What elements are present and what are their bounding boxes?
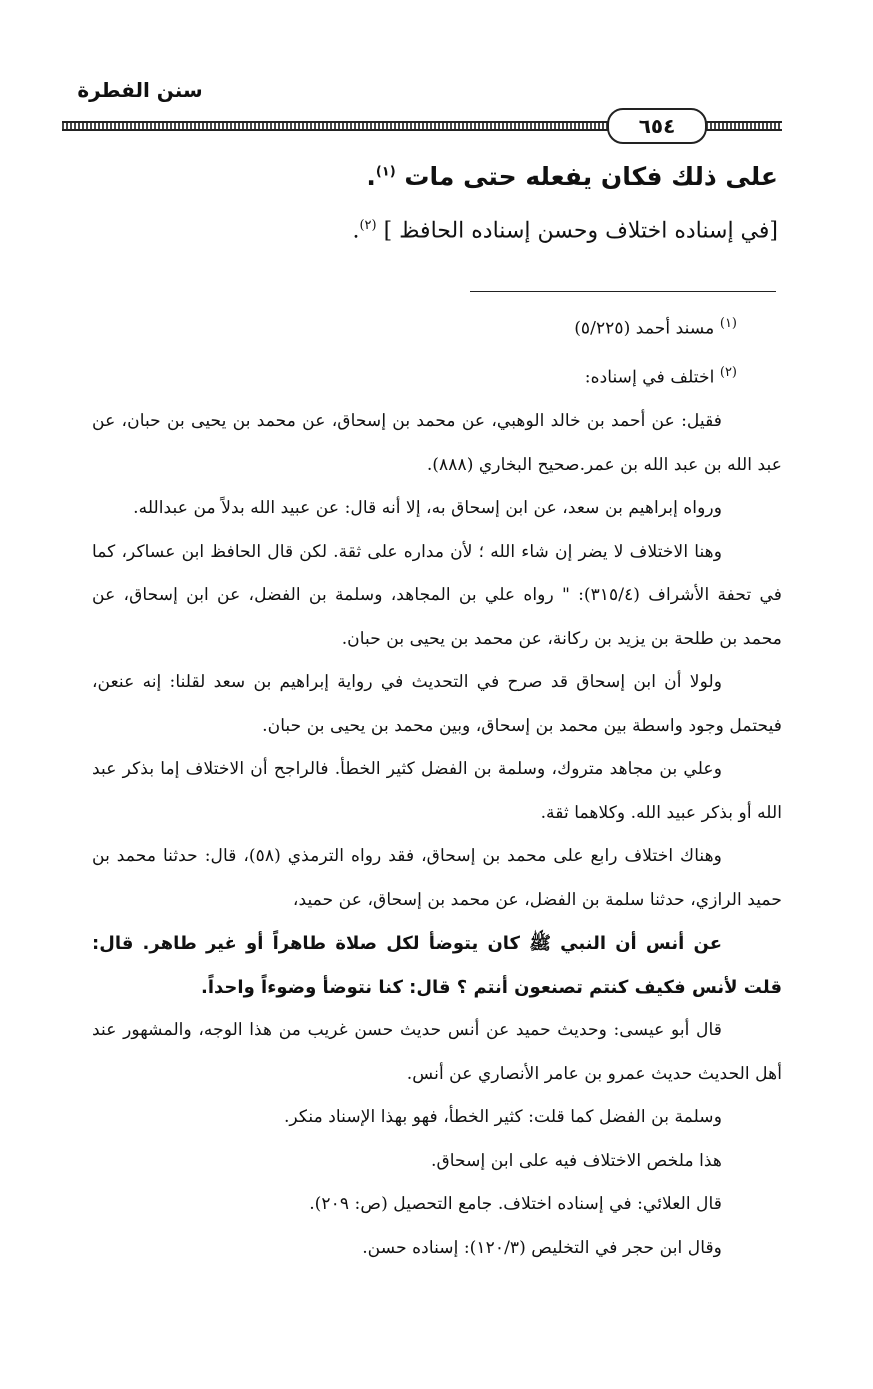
footnote-paragraph: وعلي بن مجاهد متروك، وسلمة بن الفضل كثير الخطأ. فالراجح أن الاختلاف إما بذكر عبد الله أو بذكر عبيد الله. وكلاهما ثقة.	[92, 759, 782, 823]
main-text-line-1	[366, 162, 778, 191]
footnote-paragraph: فقيل: عن أحمد بن خالد الوهبي، عن محمد بن إسحاق، عن محمد بن يحيى بن حبان، عن عبد الله بن عبد الله بن عمر.صحيح البخاري (٨٨٨).	[92, 411, 782, 475]
period: .	[366, 162, 376, 191]
footnote-ref-1: (١)	[375, 164, 396, 180]
main-text: على ذلك فكان يفعله حتى مات	[404, 162, 778, 191]
footnote-1	[92, 302, 782, 351]
footnote-ref-2: (٢)	[359, 218, 377, 233]
footnote-2-marker: (٢)	[719, 365, 737, 381]
footnote-paragraph: وهناك اختلاف رابع على محمد بن إسحاق، فقد رواه الترمذي (٥٨)، قال: حدثنا محمد بن حميد الرازي، حدثنا سلمة بن الفضل، عن محمد بن إسحاق، عن حميد،	[92, 846, 782, 910]
footnote-paragraph: ولولا أن ابن إسحاق قد صرح في التحديث في رواية إبراهيم بن سعد لقلنا: إنه عنعن، فيحتمل وجود واسطة بين محمد بن إسحاق، وبين محمد بن يحيى بن حبان.	[92, 672, 782, 736]
footnote-separator	[470, 291, 776, 292]
hadith-quote: عن أنس أن النبي ﷺ كان يتوضأ لكل صلاة طاهراً أو غير طاهر. قال: قلت لأنس فكيف كنتم تصنعون أنتم ؟ قال: كنا نتوضأ وضوءاً واحداً.	[92, 933, 782, 998]
main-text-line-2	[352, 218, 778, 243]
footnote-2-text: اختلف في إسناده:	[584, 367, 715, 388]
page-number: ٦٥٤	[607, 108, 707, 144]
period: .	[352, 218, 360, 244]
bracketed-note: [في إسناده اختلاف وحسن إسناده الحافظ ]	[383, 218, 778, 244]
footnote-paragraph: ورواه إبراهيم بن سعد، عن ابن إسحاق به، إلا أنه قال: عن عبيد الله بدلاً من عبدالله.	[133, 498, 722, 519]
footnote-paragraph: وقال ابن حجر في التخليص (١٢٠/٣): إسناده حسن.	[362, 1237, 722, 1258]
footnote-1-text: مسند أحمد (٥/٢٢٥)	[574, 318, 715, 339]
footnote-paragraph: هذا ملخص الاختلاف فيه على ابن إسحاق.	[431, 1150, 722, 1171]
footnote-paragraph: وسلمة بن الفضل كما قلت: كثير الخطأ، فهو بهذا الإسناد منكر.	[283, 1107, 722, 1128]
footnote-paragraph: قال أبو عيسى: وحديث حميد عن أنس حديث حسن غريب من هذا الوجه، والمشهور عند أهل الحديث حديث عمرو بن عامر الأنصاري عن أنس.	[92, 1020, 782, 1084]
footnotes-section	[92, 302, 782, 1270]
running-title: سنن الفطرة	[77, 78, 203, 102]
footnote-1-marker: (١)	[719, 316, 737, 331]
footnote-2	[92, 351, 782, 400]
footnote-paragraph: قال العلائي: في إسناده اختلاف. جامع التحصيل (ص: ٢٠٩).	[309, 1194, 722, 1215]
footnote-paragraph: وهنا الاختلاف لا يضر إن شاء الله ؛ لأن مداره على ثقة. لكن قال الحافظ ابن عساكر، كما في تحفة الأشراف (٣١٥/٤): " رواه علي بن المجاهد، وسلمة بن الفضل، عن ابن إسحاق، عن محمد بن طلحة بن يزيد بن ركانة، عن محمد بن يحيى بن حبان.	[92, 541, 782, 649]
